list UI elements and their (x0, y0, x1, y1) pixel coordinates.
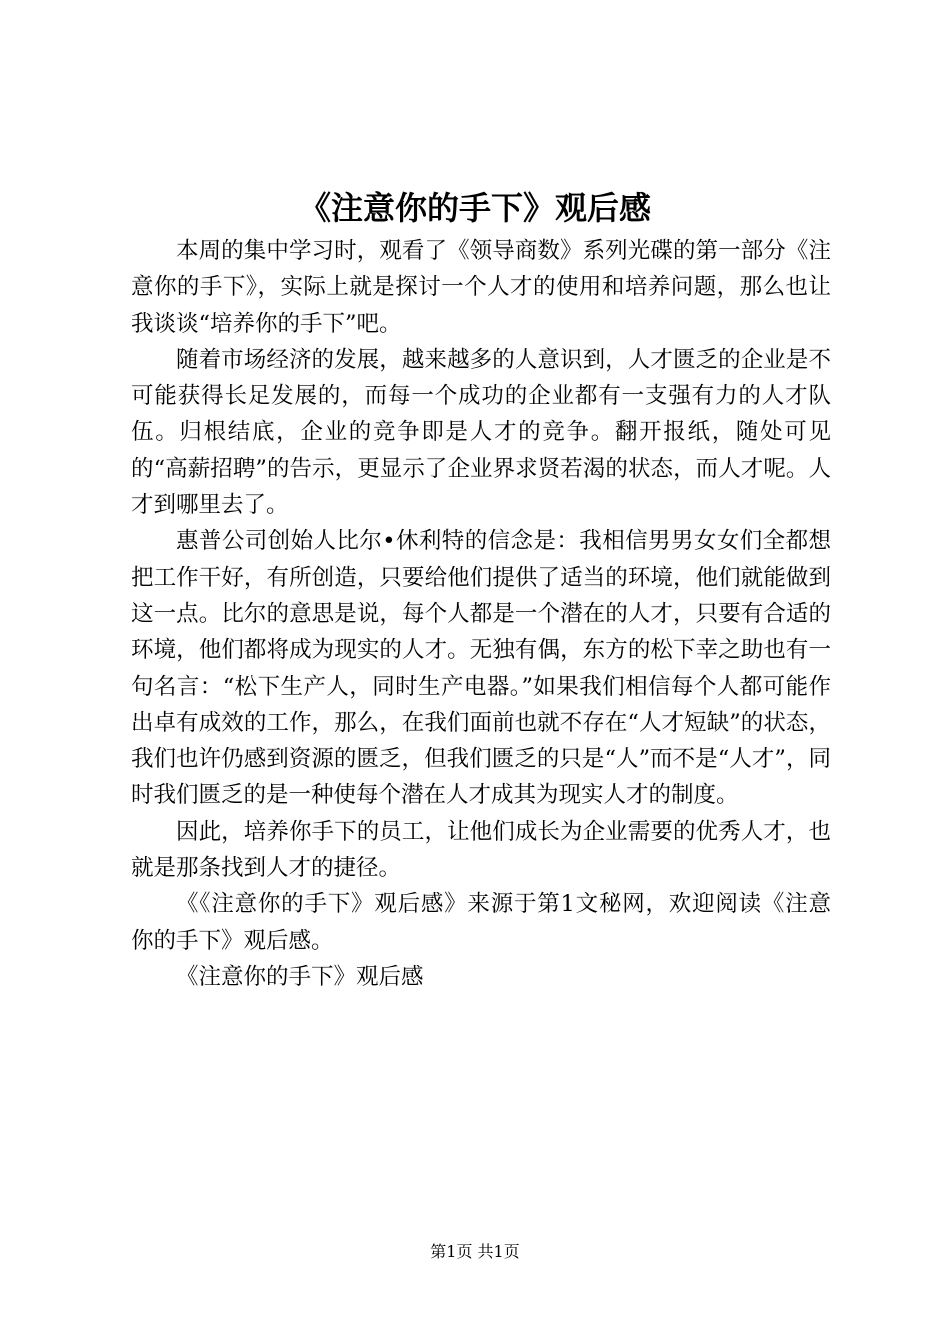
document-body (131, 233, 831, 995)
paragraph-3: 惠普公司创始人比尔•休利特的信念是：我相信男男女女们全都想把工作干好，有所创造，只要给他们提供了适当的环境，他们就能做到这一点。比尔的意思是说，每个人都是一个潜在的人才，只要有合适的环境，他们都将成为现实的人才。无独有偶，东方的松下幸之助也有一句名言：“松下生产人，同时生产电器。”如果我们相信每个人都可能作出卓有成效的工作，那么，在我们面前也就不存在“人才短缺”的状态，我们也许仍感到资源的匮乏，但我们匮乏的只是“人”而不是“人才”，同时我们匮乏的是一种使每个潜在人才成其为现实人才的制度。 (131, 528, 831, 809)
page-footer: 第1页 共1页 (430, 1242, 520, 1261)
closing-title-line: 《注意你的手下》观后感 (176, 963, 424, 990)
paragraph-2: 随着市场经济的发展，越来越多的人意识到，人才匮乏的企业是不可能获得长足发展的，而每一个成功的企业都有一支强有力的人才队伍。归根结底，企业的竞争即是人才的竞争。翻开报纸，随处可见的“高薪招聘”的告示，更显示了企业界求贤若渴的状态，而人才呢。人才到哪里去了。 (131, 346, 831, 519)
document-title: 《注意你的手下》观后感 (298, 189, 651, 227)
paragraph-4: 因此，培养你手下的员工，让他们成长为企业需要的优秀人才，也就是那条找到人才的捷径。 (131, 818, 831, 882)
paragraph-1: 本周的集中学习时，观看了《领导商数》系列光碟的第一部分《注意你的手下》，实际上就是探讨一个人才的使用和培养问题，那么也让我谈谈“培养你的手下”吧。 (131, 238, 831, 337)
source-note: 《《注意你的手下》观后感》来源于第1文秘网，欢迎阅读《注意你的手下》观后感。 (131, 891, 831, 954)
